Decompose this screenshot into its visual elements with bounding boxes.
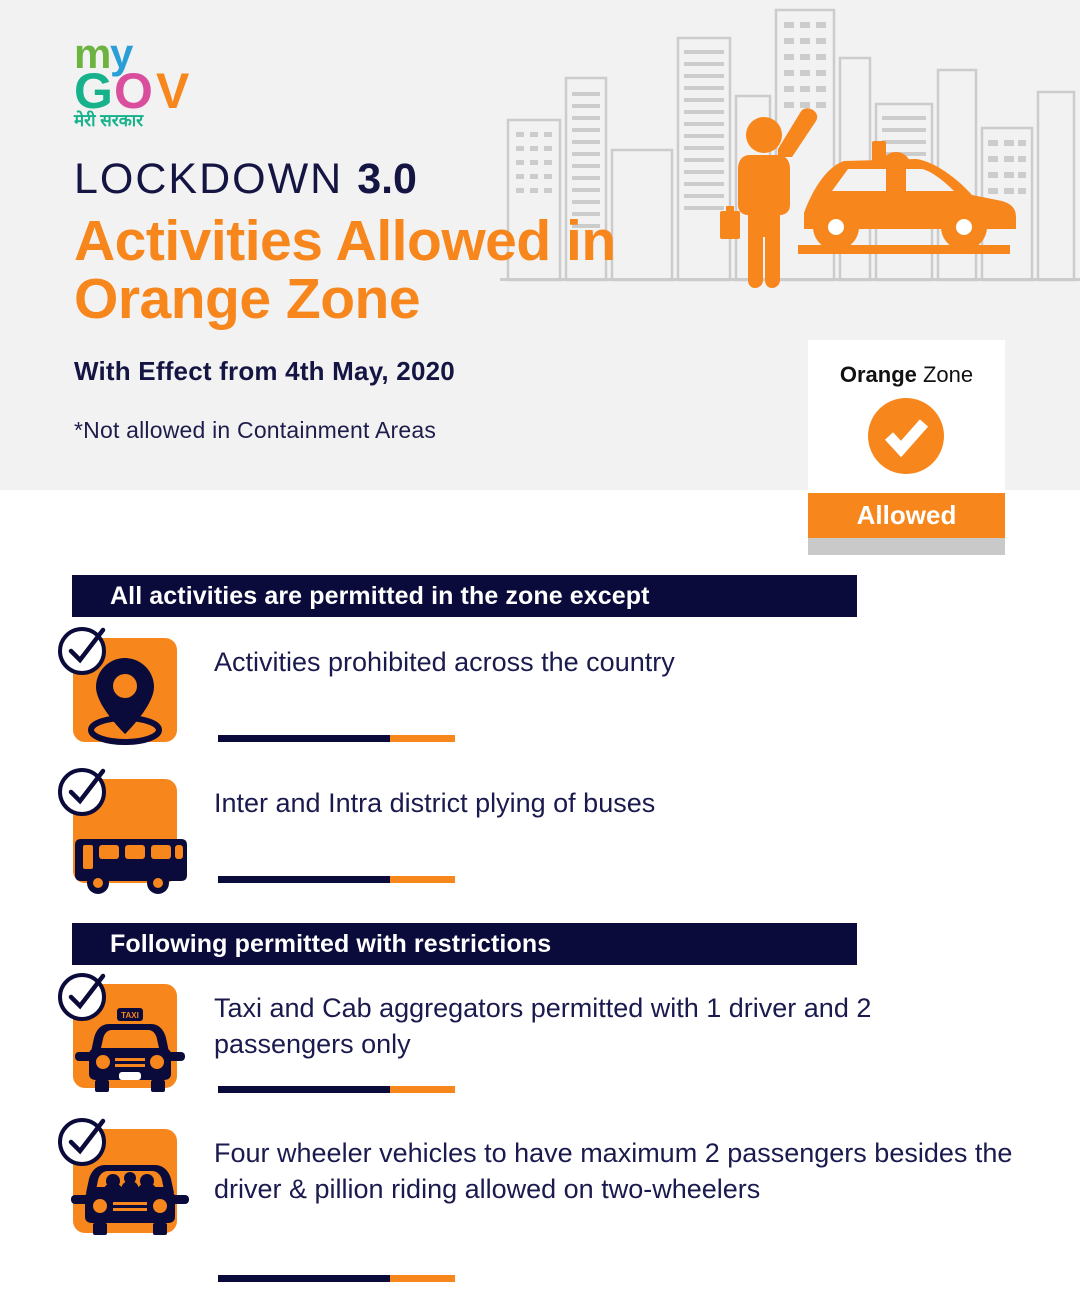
divider-navy — [218, 876, 390, 883]
divider-orange — [390, 876, 455, 883]
containment-footnote: *Not allowed in Containment Areas — [74, 417, 437, 443]
eyebrow-lockdown — [74, 155, 417, 204]
section-heading-2: Following permitted with restrictions — [72, 923, 857, 965]
item-divider — [218, 735, 455, 742]
check-circle-icon — [57, 1114, 111, 1168]
list-item-text: Activities prohibited across the country — [214, 647, 675, 677]
logo-subtitle-hi: मेरी सरकार — [74, 111, 144, 128]
check-circle-icon — [57, 969, 111, 1023]
divider-navy — [218, 735, 390, 742]
item-divider — [218, 1086, 455, 1093]
check-circle-icon — [868, 398, 944, 474]
svg-text:O: O — [114, 63, 153, 119]
list-item-text: Taxi and Cab aggregators permitted with 1 driver and 2 passengers only — [214, 993, 872, 1059]
zone-suffix: Zone — [916, 362, 974, 387]
effective-date: With Effect from 4th May, 2020 — [74, 356, 455, 386]
section-heading-1: All activities are permitted in the zone except — [72, 575, 857, 617]
eyebrow-version: 3.0 — [357, 155, 417, 203]
svg-text:TAXI: TAXI — [121, 1011, 139, 1020]
divider-orange — [390, 1275, 455, 1282]
svg-text:y: y — [110, 30, 134, 77]
eyebrow-light: LOCKDOWN — [74, 155, 358, 203]
divider-navy — [218, 1275, 390, 1282]
zone-name: Orange — [839, 362, 917, 387]
zone-status-card — [808, 340, 1005, 555]
check-circle-icon — [57, 764, 111, 818]
mygov-logo — [72, 28, 272, 128]
divider-orange — [390, 1086, 455, 1093]
person-hailing-taxi-icon — [720, 105, 1040, 290]
divider-orange — [390, 735, 455, 742]
svg-text:V: V — [156, 63, 190, 119]
list-item-text: Four wheeler vehicles to have maximum 2 passengers besides the driver & pillion riding allowed on two-wheelers — [214, 1138, 1013, 1204]
check-circle-icon — [57, 623, 111, 677]
list-item-text: Inter and Intra district plying of buses — [214, 788, 656, 818]
page-title: Activities Allowed in Orange Zone — [74, 209, 616, 331]
item-divider — [218, 1275, 455, 1282]
svg-text:G: G — [74, 63, 113, 119]
divider-navy — [218, 1086, 390, 1093]
card-gray-strip — [808, 538, 1005, 555]
item-divider — [218, 876, 455, 883]
zone-label — [808, 362, 1005, 388]
status-badge: Allowed — [808, 493, 1005, 538]
svg-text:m: m — [74, 30, 112, 77]
